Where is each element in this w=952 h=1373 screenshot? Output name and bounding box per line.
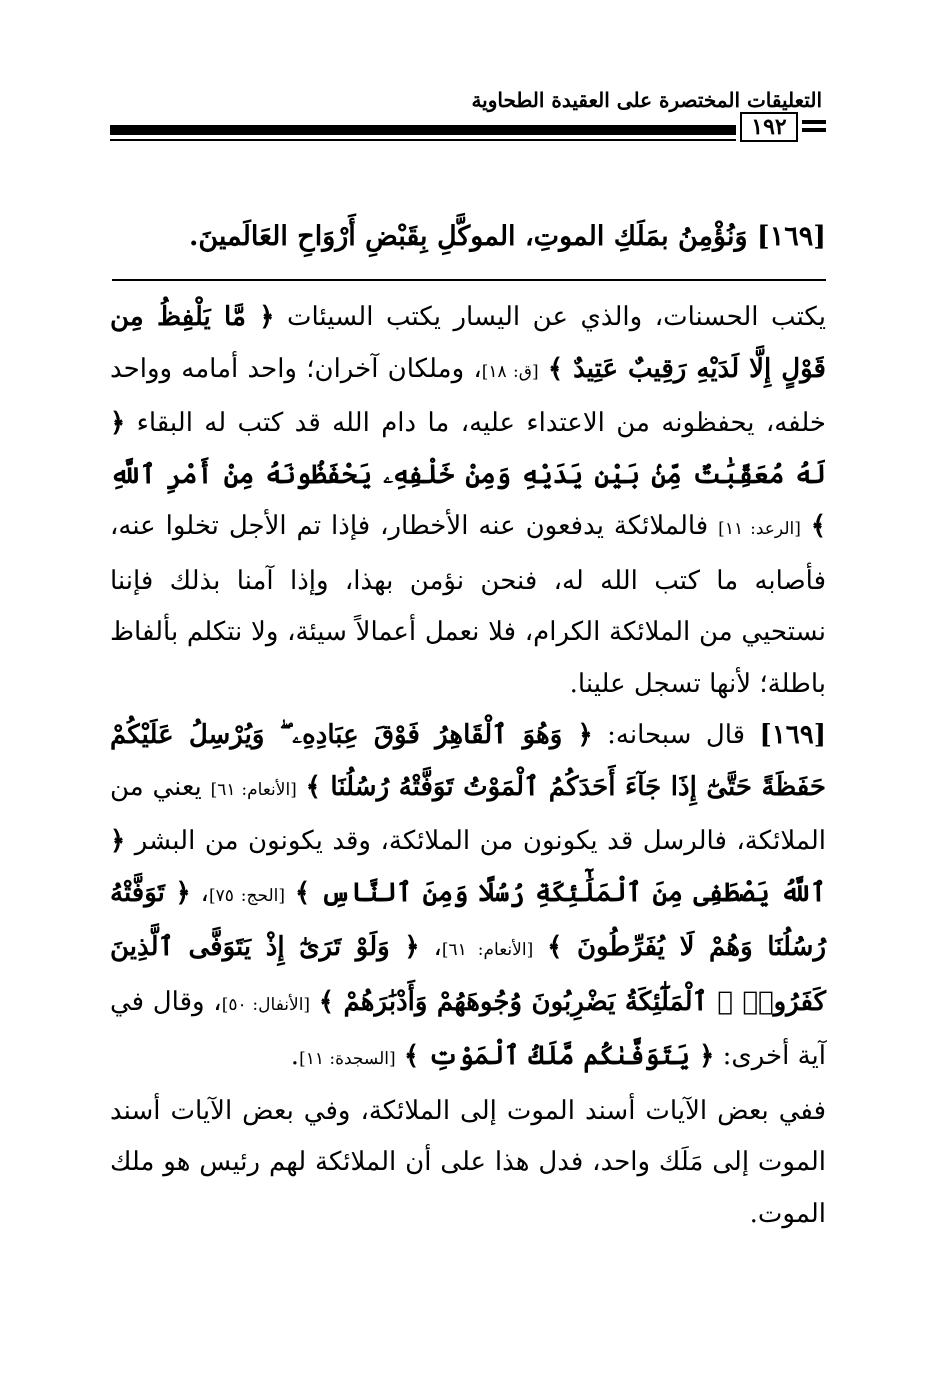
quran-verse: ﴿ وَهُوَ ٱلْقَاهِرُ فَوْقَ عِبَادِهِۦ ۖ وَيُرْسِلُ عَلَيْكُمْ حَفَظَةً حَتَّىٰٓ إِذَا جَآءَ أَحَدَكُمُ ٱلْمَوْتُ تَوَفَّتْهُ رُسُلُنَا ﴾ bbox=[110, 720, 827, 802]
text: ، bbox=[433, 932, 442, 962]
matn-number: [١٦٩] bbox=[756, 221, 826, 252]
text: ، bbox=[200, 877, 209, 908]
section-number: [١٦٩] bbox=[759, 720, 827, 750]
commentary-body bbox=[110, 292, 826, 1240]
matn-statement bbox=[112, 210, 826, 264]
verse-reference: [السجدة: ١١] bbox=[299, 1049, 396, 1069]
verse-reference: [ق: ١٨] bbox=[481, 361, 539, 382]
quran-verse: ﴿ ٱللَّهُ يَصْطَفِى مِنَ ٱلْمَلَٰٓئِكَةِ رُسُلًا وَمِنَ ٱلنَّاسِ ﴾ bbox=[110, 826, 826, 908]
page-number: ١٩٢ bbox=[740, 112, 798, 142]
header-ornament bbox=[802, 120, 826, 136]
quran-verse: ﴿ وَلَوْ تَرَىٰٓ إِذْ يَتَوَفَّى ٱلَّذِينَ كَفَرُوا۟ ۙ ٱلْمَلَٰٓئِكَةُ يَضْرِبُونَ وُجُوهَهُمْ وَأَدْبَٰرَهُمْ ﴾ bbox=[110, 932, 826, 1017]
running-title: التعليقات المختصرة على العقيدة الطحاوية bbox=[471, 88, 822, 112]
verse-reference: [الأنفال: ٥٠] bbox=[221, 994, 311, 1015]
text: يكتب الحسنات، والذي عن اليسار يكتب السيئات bbox=[287, 302, 827, 332]
matn-text: وَنُؤْمِنُ بمَلَكِ الموتِ، الموكَّلِ بِقَبْضِ أَرْوَاحِ العَالَمينَ. bbox=[188, 221, 748, 252]
verse-reference: [الرعد: ١١] bbox=[718, 519, 801, 539]
paragraph-2 bbox=[110, 710, 826, 1086]
text: يعني من الملائكة، فالرسل قد يكونون من الملائكة، وقد يكونون من البشر bbox=[110, 771, 827, 856]
paragraph-1 bbox=[110, 292, 826, 710]
paragraph-3: ففي بعض الآيات أسند الموت إلى الملائكة، وفي بعض الآيات أسند الموت إلى مَلَك واحد، فدل هذا على أن الملائكة لهم رئيس هو ملك الموت. bbox=[110, 1095, 826, 1229]
text: ، وقال في آية أخرى: bbox=[110, 986, 826, 1071]
matn-divider bbox=[112, 279, 826, 281]
text: قال سبحانه: bbox=[607, 720, 746, 750]
quran-verse: ﴿ يَتَوَفَّىٰكُم مَّلَكُ ٱلْمَوْتِ ﴾ bbox=[403, 1041, 715, 1071]
quran-verse: ﴿ تَوَفَّتْهُ رُسُلُنَا وَهُمْ لَا يُفَرِّطُونَ ﴾ bbox=[110, 877, 826, 962]
quran-verse: ﴿ مَّا يَلْفِظُ مِن قَوْلٍ إِلَّا لَدَيْهِ رَقِيبٌ عَتِيدٌ ﴾ bbox=[110, 302, 826, 384]
text: ، وملكان آخران؛ واحد أمامه وواحد خلفه، يحفظونه من الاعتداء عليه، ما دام الله قد كتب له البقاء bbox=[110, 353, 826, 438]
header-rule bbox=[110, 125, 736, 135]
quran-verse: ﴿ لَهُ مُعَقِّبَٰتٌ مِّنۢ بَيْنِ يَدَيْهِ وَمِنْ خَلْفِهِۦ يَحْفَظُونَهُ مِنْ أَمْرِ ٱللَّهِ ﴾ bbox=[110, 408, 827, 541]
text: فالملائكة يدفعون عنه الأخطار، فإذا تم الأجل تخلوا عنه، فأصابه ما كتب الله له، فنحن نؤمن بهذا، وإذا آمنا بذلك فإننا نستحيي من الملائكة الكرام، فلا نعمل أعمالاً سيئة، ولا نتكلم بألفاظ باطلة؛ لأنها تسجل علينا. bbox=[110, 511, 826, 699]
verse-reference: [الحج: ٧٥] bbox=[208, 885, 285, 906]
text: . bbox=[290, 1041, 300, 1071]
verse-reference: [الأنعام: ٦١] bbox=[441, 940, 534, 960]
verse-reference: [الأنعام: ٦١] bbox=[210, 779, 297, 800]
